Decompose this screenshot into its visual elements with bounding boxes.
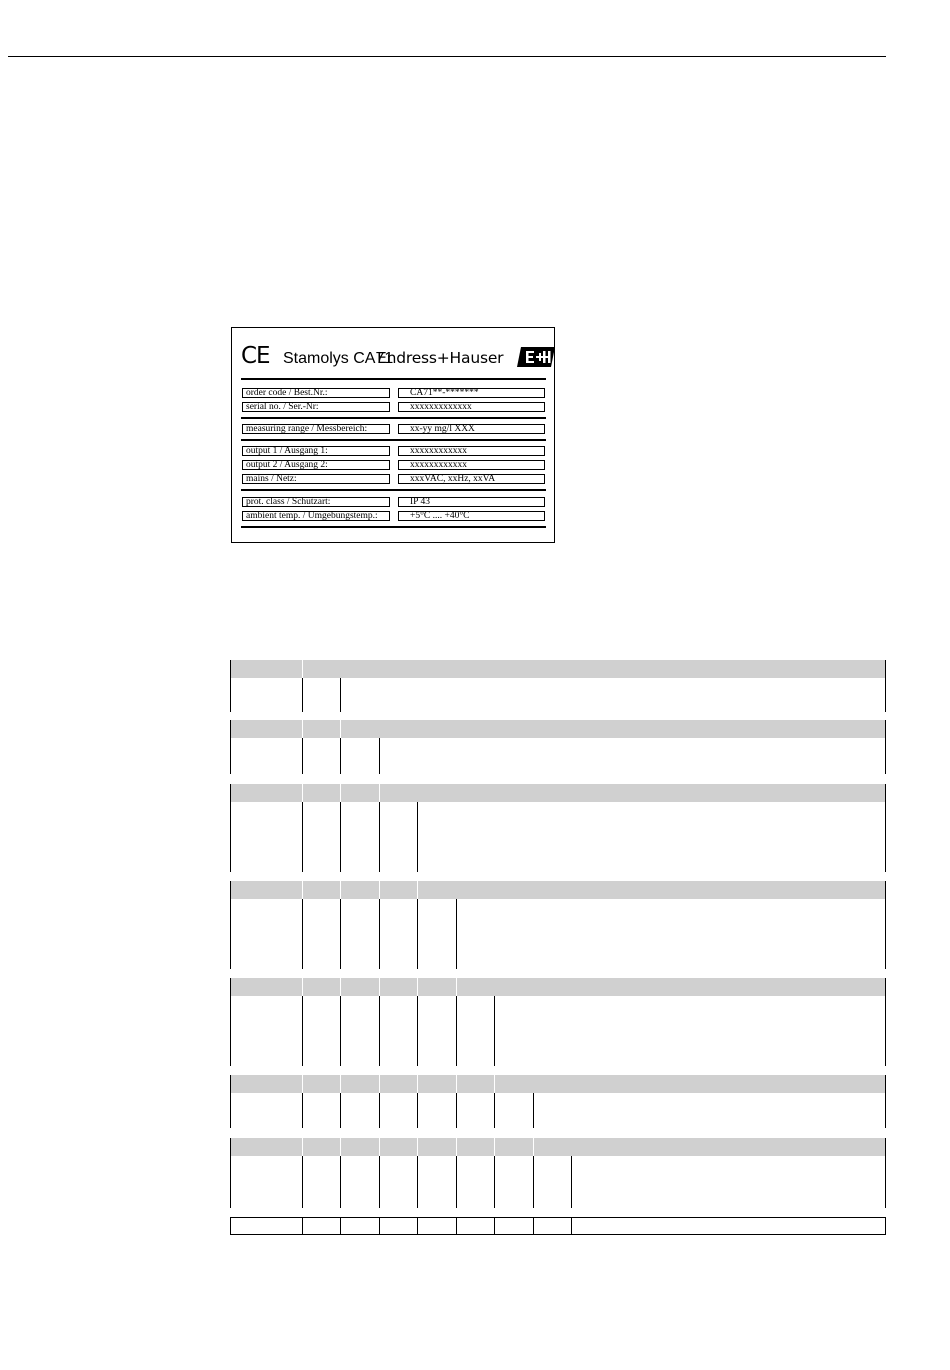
table-vline	[379, 738, 380, 774]
table-vline	[456, 1156, 457, 1208]
output-1-label: output 1 / Ausgang 1:	[242, 446, 390, 456]
table-vline	[417, 1156, 418, 1208]
output-1-value: xxxxxxxxxxxx	[398, 446, 545, 456]
table-header-divider	[379, 1075, 380, 1093]
ambient-temp-value: +5°C .... +40°C	[398, 511, 545, 521]
nameplate-divider	[241, 526, 546, 528]
table-vline	[340, 899, 341, 969]
ce-mark: CE	[241, 343, 270, 369]
table-vline	[417, 996, 418, 1066]
table-header-divider	[379, 978, 380, 996]
product-name: Stamolys CA71	[283, 350, 394, 367]
table-vline	[340, 738, 341, 774]
table-header-divider	[379, 881, 380, 899]
table-header-divider	[417, 1138, 418, 1156]
table-vline	[302, 1217, 303, 1235]
order-code-label: order code / Best.Nr.:	[242, 388, 390, 398]
table-vline	[340, 678, 341, 712]
table-header-divider	[340, 1075, 341, 1093]
table-vline	[302, 996, 303, 1066]
table-vline	[302, 1093, 303, 1128]
table-header-bar	[230, 784, 886, 802]
table-header-divider	[340, 881, 341, 899]
nameplate-header	[241, 343, 549, 372]
page-top-rule	[8, 56, 886, 57]
table-header-divider	[302, 720, 303, 738]
table-header-divider	[340, 978, 341, 996]
table-vline	[533, 1156, 534, 1208]
nameplate-divider	[241, 378, 546, 380]
table-vline	[494, 1217, 495, 1235]
table-header-divider	[456, 978, 457, 996]
table-header-divider	[456, 1075, 457, 1093]
table-vline	[302, 899, 303, 969]
table-vline	[230, 660, 231, 712]
table-vline	[417, 802, 418, 872]
table-vline	[340, 996, 341, 1066]
table-header-divider	[417, 881, 418, 899]
table-vline	[379, 899, 380, 969]
measuring-range-label: measuring range / Messbereich:	[242, 424, 390, 434]
nameplate	[231, 327, 555, 543]
brand-name: Endress+Hauser	[377, 349, 504, 367]
order-code-value: CA71**-*******	[398, 388, 545, 398]
table-vline	[379, 1093, 380, 1128]
table-vline	[533, 1093, 534, 1128]
prot-class-label: prot. class / Schutzart:	[242, 497, 390, 507]
table-vline	[302, 738, 303, 774]
table-vline	[340, 802, 341, 872]
table-vline	[417, 899, 418, 969]
serial-no-label: serial no. / Ser.-Nr:	[242, 402, 390, 412]
table-header-divider	[417, 978, 418, 996]
table-header-divider	[456, 1138, 457, 1156]
table-header-divider	[533, 1138, 534, 1156]
table-hline	[230, 1234, 886, 1235]
table-vline	[456, 899, 457, 969]
prot-class-value: IP 43	[398, 497, 545, 507]
table-vline	[230, 1217, 231, 1235]
table-header-divider	[379, 1138, 380, 1156]
mains-value: xxxVAC, xxHz, xxVA	[398, 474, 545, 484]
table-vline	[456, 996, 457, 1066]
table-vline	[885, 1075, 886, 1128]
nameplate-divider	[241, 489, 546, 491]
table-vline	[494, 1093, 495, 1128]
endress-hauser-logo-icon	[517, 347, 555, 367]
table-vline	[885, 784, 886, 872]
table-vline	[885, 881, 886, 969]
table-vline	[230, 1075, 231, 1128]
table-header-divider	[302, 1075, 303, 1093]
output-2-value: xxxxxxxxxxxx	[398, 460, 545, 470]
output-2-label: output 2 / Ausgang 2:	[242, 460, 390, 470]
nameplate-divider	[241, 439, 546, 441]
table-vline	[571, 1156, 572, 1208]
table-vline	[379, 802, 380, 872]
table-vline	[456, 1217, 457, 1235]
serial-no-value: xxxxxxxxxxxxx	[398, 402, 545, 412]
table-header-divider	[379, 784, 380, 802]
table-vline	[885, 720, 886, 774]
table-vline	[230, 1138, 231, 1208]
table-vline	[417, 1093, 418, 1128]
table-vline	[571, 1217, 572, 1235]
table-header-bar	[230, 660, 886, 678]
table-vline	[230, 978, 231, 1066]
table-vline	[302, 678, 303, 712]
table-vline	[885, 978, 886, 1066]
table-vline	[379, 996, 380, 1066]
table-hline	[230, 1217, 886, 1218]
ambient-temp-label: ambient temp. / Umgebungstemp.:	[242, 511, 390, 521]
table-vline	[340, 1093, 341, 1128]
table-header-bar	[230, 720, 886, 738]
nameplate-divider	[241, 417, 546, 419]
table-vline	[230, 784, 231, 872]
table-header-divider	[302, 978, 303, 996]
table-vline	[302, 1156, 303, 1208]
table-header-divider	[340, 784, 341, 802]
table-vline	[230, 881, 231, 969]
table-vline	[885, 1138, 886, 1208]
table-vline	[494, 996, 495, 1066]
table-vline	[340, 1156, 341, 1208]
table-header-divider	[302, 784, 303, 802]
table-vline	[533, 1217, 534, 1235]
table-header-bar	[230, 978, 886, 996]
table-header-bar	[230, 881, 886, 899]
table-vline	[494, 1156, 495, 1208]
table-vline	[379, 1217, 380, 1235]
table-vline	[456, 1093, 457, 1128]
table-header-divider	[417, 1075, 418, 1093]
mains-label: mains / Netz:	[242, 474, 390, 484]
table-header-divider	[302, 1138, 303, 1156]
table-header-bar	[230, 1075, 886, 1093]
table-header-bar	[230, 1138, 886, 1156]
table-vline	[885, 660, 886, 712]
table-vline	[379, 1156, 380, 1208]
table-header-divider	[340, 1138, 341, 1156]
table-vline	[302, 802, 303, 872]
table-vline	[230, 720, 231, 774]
table-header-divider	[340, 720, 341, 738]
table-header-divider	[494, 1075, 495, 1093]
table-vline	[417, 1217, 418, 1235]
table-vline	[340, 1217, 341, 1235]
table-vline	[885, 1217, 886, 1235]
table-header-divider	[302, 660, 303, 678]
measuring-range-value: xx-yy mg/l XXX	[398, 424, 545, 434]
table-header-divider	[494, 1138, 495, 1156]
table-header-divider	[302, 881, 303, 899]
